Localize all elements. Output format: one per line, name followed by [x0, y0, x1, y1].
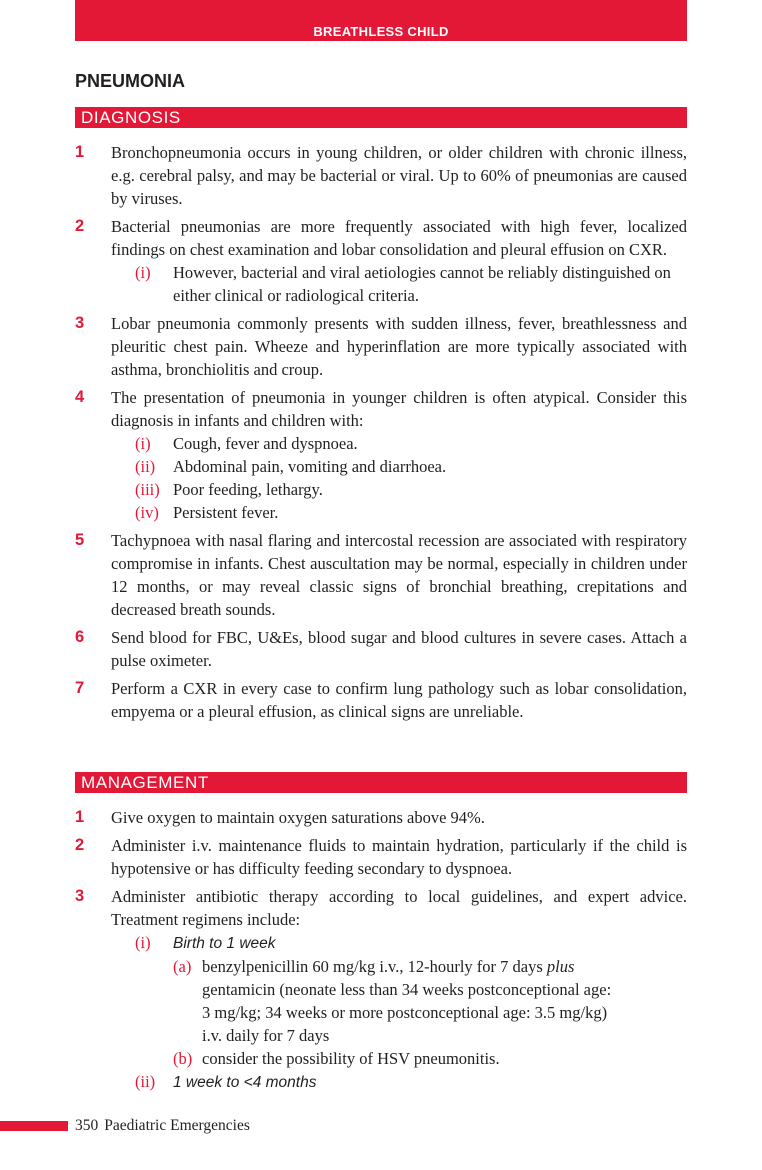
item-number: 3	[75, 887, 85, 905]
sub-sub-item-line: 3 mg/kg; 34 weeks or more postconceptional age: 3.5 mg/kg)	[202, 1003, 608, 1022]
page-footer	[75, 1117, 250, 1135]
sub-item-number: (ii)	[135, 457, 156, 476]
sub-item	[111, 931, 687, 955]
item-number: 2	[75, 836, 85, 854]
sub-item-text: Poor feeding, lethargy.	[173, 480, 323, 499]
sub-sub-item-line: gentamicin (neonate less than 34 weeks postconceptional age:	[202, 980, 612, 999]
item-number: 7	[75, 679, 85, 697]
list-item	[75, 386, 687, 524]
list-item	[75, 677, 687, 723]
list-item	[75, 312, 687, 381]
sub-sub-item-number: (a)	[173, 957, 192, 976]
sub-item	[111, 1070, 687, 1094]
item-text: Give oxygen to maintain oxygen saturations above 94%.	[111, 808, 485, 827]
diagnosis-list	[75, 141, 687, 723]
section-heading-diagnosis: DIAGNOSIS	[75, 107, 687, 128]
list-item	[75, 141, 687, 210]
footer-accent-bar	[0, 1121, 68, 1131]
item-text: Bacterial pneumonias are more frequently associated with high fever, localized findings on chest examination and lobar consolidation and pleural effusion on CXR.	[111, 217, 687, 259]
sub-sub-item	[111, 955, 687, 1047]
item-text: The presentation of pneumonia in younger children is often atypical. Consider this diagnosis in infants and children with:	[111, 388, 687, 430]
list-item	[75, 834, 687, 880]
sub-item	[111, 261, 687, 307]
item-text: Tachypnoea with nasal flaring and intercostal recession are associated with respiratory compromise in infants. Chest auscultation may be normal, especially in children under 12 months, or may reveal classic signs of bronchial breathing, crepitations and decreased breath sounds.	[111, 531, 687, 619]
sub-sub-item-italic: plus	[546, 957, 575, 976]
item-text: Send blood for FBC, U&Es, blood sugar and blood cultures in severe cases. Attach a pulse oximeter.	[111, 628, 687, 670]
sub-item-number: (iii)	[135, 480, 160, 499]
list-item	[75, 626, 687, 672]
page-number: 350	[75, 1117, 99, 1134]
item-text: Bronchopneumonia occurs in young children, or older children with chronic illness, e.g. cerebral palsy, and may be bacterial or viral. Up to 60% of pneumonias are caused by viruses.	[111, 143, 687, 208]
sub-item-number: (iv)	[135, 503, 159, 522]
sub-sub-item-text: consider the possibility of HSV pneumonitis.	[202, 1049, 500, 1068]
list-item	[75, 806, 687, 829]
running-title: BREATHLESS CHILD	[313, 24, 449, 39]
sub-item	[111, 432, 687, 455]
item-number: 3	[75, 314, 85, 332]
sub-item-text: Abdominal pain, vomiting and diarrhoea.	[173, 457, 447, 476]
sub-sub-item	[111, 1047, 687, 1070]
sub-sub-item-text: benzylpenicillin 60 mg/kg i.v., 12-hourly for 7 days	[202, 957, 547, 976]
sub-item-number: (ii)	[135, 1072, 156, 1091]
item-text: Administer i.v. maintenance fluids to maintain hydration, particularly if the child is hypotensive or has difficulty feeding secondary to dyspnoea.	[111, 836, 687, 878]
sub-item-text: However, bacterial and viral aetiologies cannot be reliably distinguished on either clinical or radiological criteria.	[173, 263, 671, 305]
item-text: Administer antibiotic therapy according to local guidelines, and expert advice. Treatment regimens include:	[111, 887, 687, 929]
item-text: Lobar pneumonia commonly presents with sudden illness, fever, breathlessness and pleuritic chest pain. Wheeze and hyperinflation are more typically associated with asthma, bronchiolitis and croup.	[111, 314, 687, 379]
item-number: 4	[75, 388, 85, 406]
item-number: 6	[75, 628, 85, 646]
sub-item-number: (i)	[135, 933, 151, 952]
sub-sub-item-number: (b)	[173, 1049, 193, 1068]
sub-item-number: (i)	[135, 434, 151, 453]
sub-item	[111, 478, 687, 501]
sub-item-text: 1 week to <4 months	[173, 1074, 317, 1091]
item-number: 1	[75, 143, 85, 161]
sub-item-text: Birth to 1 week	[173, 935, 276, 952]
running-header	[75, 0, 687, 41]
section-heading-management: MANAGEMENT	[75, 772, 687, 793]
item-number: 5	[75, 531, 85, 549]
sub-sub-item-line: i.v. daily for 7 days	[202, 1026, 330, 1045]
list-item	[75, 529, 687, 621]
list-item	[75, 885, 687, 1094]
list-item	[75, 215, 687, 307]
sub-item-text: Persistent fever.	[173, 503, 279, 522]
sub-item	[111, 501, 687, 524]
management-list	[75, 806, 687, 1094]
sub-item-number: (i)	[135, 263, 151, 282]
book-title: Paediatric Emergencies	[104, 1117, 250, 1134]
page-title: PNEUMONIA	[75, 71, 186, 91]
item-text: Perform a CXR in every case to confirm lung pathology such as lobar consolidation, empyema or a pleural effusion, as clinical signs are unreliable.	[111, 679, 687, 721]
sub-item	[111, 455, 687, 478]
item-number: 2	[75, 217, 85, 235]
item-number: 1	[75, 808, 85, 826]
sub-item-text: Cough, fever and dyspnoea.	[173, 434, 358, 453]
